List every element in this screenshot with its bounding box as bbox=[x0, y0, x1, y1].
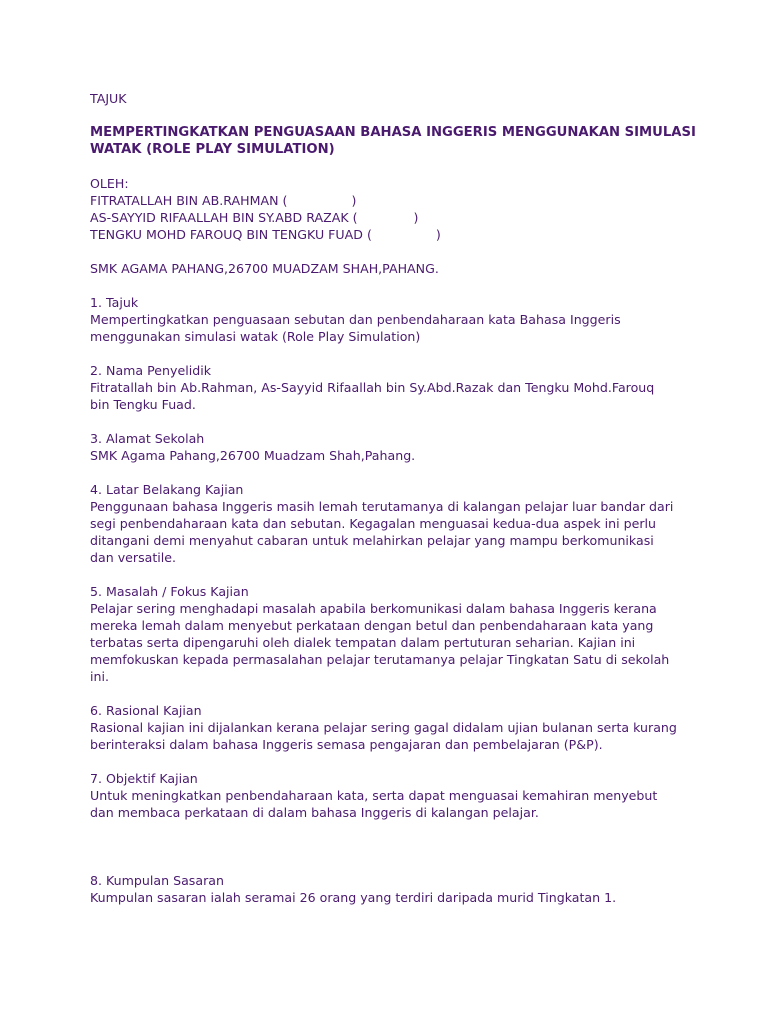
spacer bbox=[90, 753, 690, 770]
spacer bbox=[90, 821, 690, 872]
section-heading: 8. Kumpulan Sasaran bbox=[90, 873, 224, 888]
section-tajuk bbox=[90, 294, 690, 345]
spacer bbox=[90, 243, 690, 260]
section-text: Mempertingkatkan penguasaan sebutan dan penbendaharaan kata Bahasa Inggeris bbox=[90, 312, 621, 327]
document-title-line-2: WATAK (ROLE PLAY SIMULATION) bbox=[90, 142, 335, 157]
section-heading: 4. Latar Belakang Kajian bbox=[90, 482, 244, 497]
section-text: bin Tengku Fuad. bbox=[90, 397, 196, 412]
spacer bbox=[90, 345, 690, 362]
spacer bbox=[90, 566, 690, 583]
section-text: Fitratallah bin Ab.Rahman, As-Sayyid Rifaallah bin Sy.Abd.Razak dan Tengku Mohd.Farouq bbox=[90, 380, 655, 395]
section-text: mereka lemah dalam menyebut perkataan dengan betul dan penbendaharaan kata yang bbox=[90, 618, 654, 633]
spacer bbox=[90, 277, 690, 294]
section-heading: 3. Alamat Sekolah bbox=[90, 431, 205, 446]
section-text: Rasional kajian ini dijalankan kerana pelajar sering gagal didalam ujian bulanan serta kurang bbox=[90, 720, 677, 735]
spacer bbox=[90, 464, 690, 481]
section-heading: 2. Nama Penyelidik bbox=[90, 363, 212, 378]
school-address: SMK AGAMA PAHANG,26700 MUADZAM SHAH,PAHANG. bbox=[90, 261, 439, 276]
document-label: TAJUK bbox=[90, 91, 127, 106]
section-text: Untuk meningkatkan penbendaharaan kata, serta dapat menguasai kemahiran menyebut bbox=[90, 788, 658, 803]
spacer bbox=[90, 685, 690, 702]
section-heading: 5. Masalah / Fokus Kajian bbox=[90, 584, 249, 599]
section-text: ditangani demi menyahut cabaran untuk melahirkan pelajar yang mampu berkomunikasi bbox=[90, 533, 654, 548]
section-masalah-fokus bbox=[90, 583, 690, 685]
section-text: dan versatile. bbox=[90, 550, 177, 565]
section-text: ini. bbox=[90, 669, 109, 684]
section-nama-penyelidik bbox=[90, 362, 690, 413]
section-alamat-sekolah bbox=[90, 430, 690, 464]
document-title-line-1: MEMPERTINGKATKAN PENGUASAAN BAHASA INGGERIS MENGGUNAKAN SIMULASI bbox=[90, 125, 696, 140]
section-rasional bbox=[90, 702, 690, 753]
section-heading: 7. Objektif Kajian bbox=[90, 771, 198, 786]
spacer bbox=[90, 107, 690, 124]
section-objektif bbox=[90, 770, 690, 821]
section-heading: 6. Rasional Kajian bbox=[90, 703, 202, 718]
section-text: menggunakan simulasi watak (Role Play Simulation) bbox=[90, 329, 421, 344]
section-latar-belakang bbox=[90, 481, 690, 566]
section-text: Penggunaan bahasa Inggeris masih lemah terutamanya di kalangan pelajar luar bandar dari bbox=[90, 499, 674, 514]
section-heading: 1. Tajuk bbox=[90, 295, 139, 310]
section-text: berinteraksi dalam bahasa Inggeris semasa pengajaran dan pembelajaran (P&P). bbox=[90, 737, 603, 752]
section-text: terbatas serta dipengaruhi oleh dialek tempatan dalam pertuturan seharian. Kajian ini bbox=[90, 635, 636, 650]
author-3: TENGKU MOHD FAROUQ BIN TENGKU FUAD ( ) bbox=[90, 227, 441, 242]
author-1: FITRATALLAH BIN AB.RAHMAN ( ) bbox=[90, 193, 357, 208]
author-2: AS-SAYYID RIFAALLAH BIN SY.ABD RAZAK ( ) bbox=[90, 210, 419, 225]
section-text: dan membaca perkataan di dalam bahasa Inggeris di kalangan pelajar. bbox=[90, 805, 539, 820]
spacer bbox=[90, 413, 690, 430]
section-text: segi penbendaharaan kata dan sebutan. Kegagalan menguasai kedua-dua aspek ini perlu bbox=[90, 516, 657, 531]
section-kumpulan-sasaran bbox=[90, 872, 690, 906]
section-text: Kumpulan sasaran ialah seramai 26 orang yang terdiri daripada murid Tingkatan 1. bbox=[90, 890, 617, 905]
section-text: SMK Agama Pahang,26700 Muadzam Shah,Pahang. bbox=[90, 448, 416, 463]
section-text: memfokuskan kepada permasalahan pelajar terutamanya pelajar Tingkatan Satu di sekolah bbox=[90, 652, 670, 667]
spacer bbox=[90, 158, 690, 175]
authors-label: OLEH: bbox=[90, 176, 129, 191]
section-text: Pelajar sering menghadapi masalah apabila berkomunikasi dalam bahasa Inggeris kerana bbox=[90, 601, 657, 616]
document-page bbox=[90, 90, 696, 906]
